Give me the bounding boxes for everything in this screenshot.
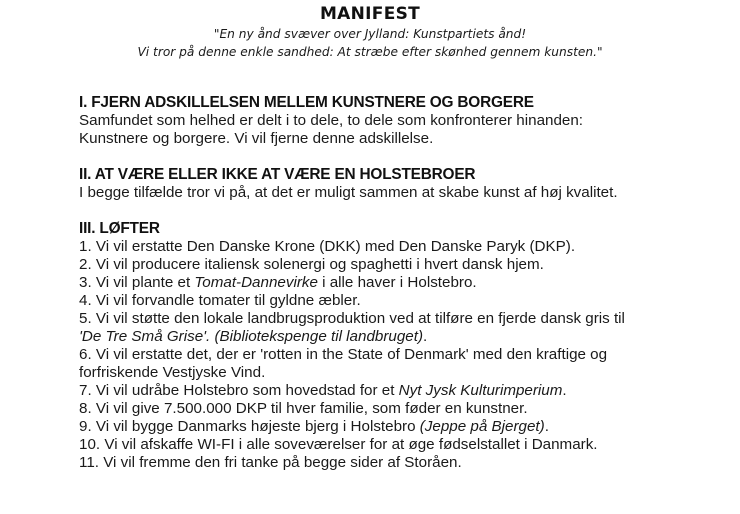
section-2 (79, 166, 679, 202)
quote-line-2: Vi tror på denne enkle sandhed: At stræbe efter skønhed gennem kunsten." (137, 45, 603, 59)
item-italic-text: Nyt Jysk Kulturimperium (398, 382, 563, 399)
list-item (79, 310, 679, 328)
list-item-continuation (79, 364, 679, 382)
item-text: 3. Vi vil plante et (79, 274, 195, 291)
section-1 (79, 94, 679, 148)
manifest-body (79, 94, 679, 490)
item-text: 4. Vi vil forvandle tomater til gyldne æbler. (79, 292, 361, 309)
list-item (79, 418, 679, 436)
page-title: MANIFEST (319, 4, 421, 24)
item-text: . (423, 328, 428, 345)
item-text: 7. Vi vil udråbe Holstebro som hovedstad for et (79, 382, 399, 399)
list-item (79, 436, 679, 454)
item-text: 5. Vi vil støtte den lokale landbrugsproduktion ved at tilføre en fjerde dansk gris til (79, 310, 625, 327)
section-text: Samfundet som helhed er delt i to dele, to dele som konfronterer hinanden: (79, 112, 584, 129)
item-italic-text: 'De Tre Små Grise'. (Bibliotekspenge til landbruget) (79, 328, 424, 345)
quote-line-1: "En ny ånd svæver over Jylland: Kunstpartiets ånd! (213, 27, 527, 41)
item-text: . (562, 382, 567, 399)
item-text: 2. Vi vil producere italiensk solenergi og spaghetti i hvert dansk hjem. (79, 256, 544, 273)
section-3 (79, 220, 679, 472)
list-item-continuation (79, 328, 679, 346)
item-text: 10. Vi vil afskaffe WI-FI i alle soveværelser for at øge fødselstallet i Danmark. (79, 436, 598, 453)
item-italic-text: (Jeppe på Bjerget) (419, 418, 545, 435)
section-text: I begge tilfælde tror vi på, at det er muligt sammen at skabe kunst af høj kvalitet. (79, 184, 618, 201)
section-heading: II. AT VÆRE ELLER IKKE AT VÆRE EN HOLSTEBROER (79, 166, 476, 183)
list-item (79, 238, 679, 256)
item-text: 6. Vi vil erstatte det, der er 'rotten in the State of Denmark' med den kraftige og (79, 346, 608, 363)
list-item (79, 256, 679, 274)
list-item (79, 382, 679, 400)
list-item (79, 400, 679, 418)
list-item (79, 292, 679, 310)
item-text: 8. Vi vil give 7.500.000 DKP til hver familie, som føder en kunstner. (79, 400, 528, 417)
item-text: forfriskende Vestjyske Vind. (79, 364, 266, 381)
item-text: i alle haver i Holstebro. (317, 274, 477, 291)
list-item (79, 346, 679, 364)
item-italic-text: Tomat-Dannevirke (194, 274, 318, 291)
section-heading: I. FJERN ADSKILLELSEN MELLEM KUNSTNERE OG BORGERE (79, 94, 534, 111)
item-text: 9. Vi vil bygge Danmarks højeste bjerg i Holstebro (79, 418, 420, 435)
item-text: 1. Vi vil erstatte Den Danske Krone (DKK) med Den Danske Paryk (DKP). (79, 238, 576, 255)
section-text: Kunstnere og borgere. Vi vil fjerne denne adskillelse. (79, 130, 434, 147)
list-item (79, 274, 679, 292)
section-heading: III. LØFTER (79, 220, 160, 237)
list-item (79, 454, 679, 472)
item-text: . (544, 418, 549, 435)
item-text: 11. Vi vil fremme den fri tanke på begge sider af Storåen. (79, 454, 462, 471)
